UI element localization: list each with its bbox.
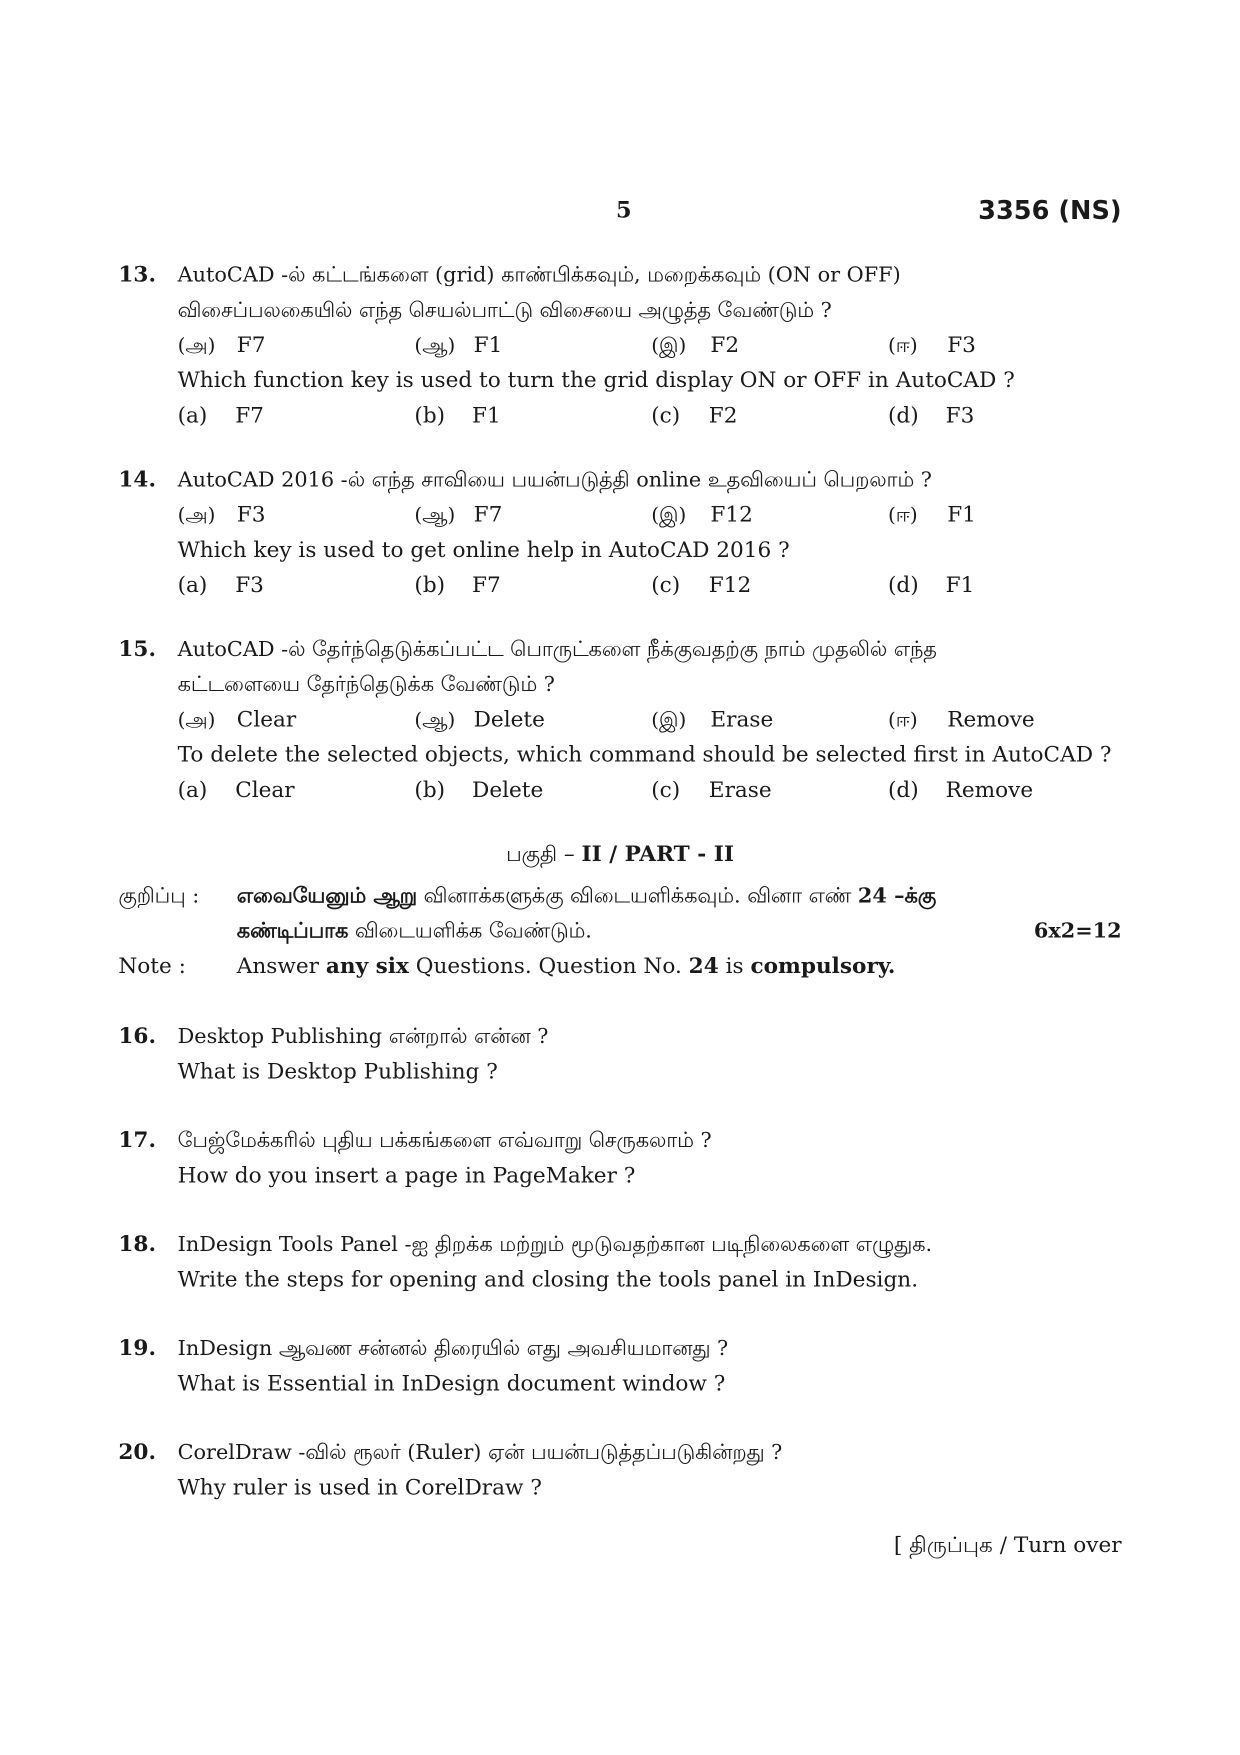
question-english: How do you insert a page in PageMaker ? xyxy=(177,1163,636,1188)
option-label: (a) xyxy=(177,403,208,428)
tamil-options xyxy=(178,702,1125,737)
paper-code: 3356 (NS) xyxy=(978,195,1122,226)
question-number: 14. xyxy=(118,467,156,492)
question-number: 16. xyxy=(118,1024,156,1049)
question-number: 13. xyxy=(118,262,156,288)
question-tamil-line: AutoCAD -ல் கட்டங்களை (grid) காண்பிக்கவும், மறைக்கவும் (ON or OFF) xyxy=(177,263,901,288)
option xyxy=(888,702,1125,737)
question-english: Which function key is used to turn the grid display ON or OFF in AutoCAD ? xyxy=(177,368,1015,393)
option xyxy=(178,328,415,363)
tamil-options xyxy=(178,498,1125,533)
marks: 6x2=12 xyxy=(1033,919,1122,944)
option-text: F1 xyxy=(473,332,503,358)
option xyxy=(178,773,415,808)
option-label: (அ) xyxy=(177,333,216,357)
question-tamil-line: பேஜ்மேக்கரில் புதிய பக்கங்களை எவ்வாறு செருகலாம் ? xyxy=(177,1128,712,1153)
question-tamil-line: AutoCAD 2016 -ல் எந்த சாவியை பயன்படுத்தி online உதவியைப் பெறலாம் ? xyxy=(177,468,932,492)
option xyxy=(178,398,415,433)
question-english: Which key is used to get online help in AutoCAD 2016 ? xyxy=(177,537,790,563)
option-text: F3 xyxy=(235,572,264,598)
option-label: (b) xyxy=(414,572,446,598)
option-text: F12 xyxy=(708,572,752,598)
english-note xyxy=(118,949,1121,984)
option-label: (இ) xyxy=(651,333,687,357)
turn-over: [ திருப்புக / Turn over xyxy=(893,1532,1122,1558)
option-text: F1 xyxy=(947,502,976,528)
question-tamil-line: விசைப்பலகையில் எந்த செயல்பாட்டு விசையை அழுத்த வேண்டும் ? xyxy=(177,298,832,323)
option-text: F3 xyxy=(947,332,976,358)
question-english: To delete the selected objects, which command should be selected first in AutoCAD ? xyxy=(177,742,1112,768)
option xyxy=(651,498,888,533)
question-17 xyxy=(118,1123,1121,1193)
option xyxy=(414,702,651,737)
question-18 xyxy=(118,1227,1121,1297)
question-number: 20. xyxy=(118,1440,156,1465)
question-tamil-line: InDesign Tools Panel -ஐ திறக்க மற்றும் மூடுவதற்கான படிநிலைகளை எழுதுக. xyxy=(177,1232,933,1257)
part-heading xyxy=(118,837,1121,872)
tamil-note-mid: வினாக்களுக்கு விடையளிக்கவும். வினா எண் xyxy=(417,884,858,908)
option-text: F1 xyxy=(945,572,975,598)
option-text: Erase xyxy=(710,707,774,732)
english-note-label: Note : xyxy=(118,953,186,979)
option-label: (அ) xyxy=(177,708,216,732)
part-heading-sep: – xyxy=(556,841,582,867)
option-label: (b) xyxy=(414,403,446,428)
option-label: (c) xyxy=(651,572,681,598)
question-number: 15. xyxy=(118,636,156,662)
option-label: (இ) xyxy=(651,503,687,527)
option xyxy=(888,773,1125,808)
english-options xyxy=(178,773,1125,808)
option xyxy=(888,328,1125,363)
option-text: F2 xyxy=(708,403,738,428)
option xyxy=(888,498,1125,533)
option-text: Remove xyxy=(945,777,1034,803)
option-text: Delete xyxy=(473,707,545,732)
english-options xyxy=(178,568,1125,603)
option xyxy=(414,773,651,808)
option-text: F3 xyxy=(945,403,975,428)
question-english: What is Desktop Publishing ? xyxy=(177,1059,498,1084)
option-label: (d) xyxy=(888,572,919,598)
question-number: 18. xyxy=(118,1232,156,1257)
question-tamil-line: Desktop Publishing என்றால் என்ன ? xyxy=(177,1024,549,1049)
question-tamil-line: கட்டளையை தேர்ந்தெடுக்க வேண்டும் ? xyxy=(177,672,555,697)
option-text: Erase xyxy=(708,777,772,803)
part-heading-english: II / PART - II xyxy=(581,841,734,867)
option-text: F7 xyxy=(236,332,266,358)
option-text: F2 xyxy=(710,332,740,358)
note-pre: Answer xyxy=(236,953,326,979)
note-num: 24 xyxy=(688,953,719,979)
option-label: (ஈ) xyxy=(888,503,918,527)
option-text: F7 xyxy=(472,572,501,598)
page-number: 5 xyxy=(616,196,632,224)
note-any-six: any six xyxy=(325,953,409,979)
question-number: 19. xyxy=(118,1336,156,1361)
option xyxy=(414,568,651,603)
option-label: (ஆ) xyxy=(414,333,456,357)
option-text: Clear xyxy=(235,777,295,803)
tamil-note-label: குறிப்பு : xyxy=(118,884,200,908)
option-label: (d) xyxy=(888,403,919,428)
option-text: Remove xyxy=(947,707,1035,732)
question-english: Write the steps for opening and closing the tools panel in InDesign. xyxy=(177,1267,919,1292)
option-label: (அ) xyxy=(177,503,216,527)
option-label: (a) xyxy=(177,572,208,598)
option-text: F7 xyxy=(473,502,503,528)
tamil-note xyxy=(118,878,1121,948)
tamil-note-num: 24 xyxy=(857,884,887,908)
option-text: Clear xyxy=(236,707,297,732)
option xyxy=(651,568,888,603)
option-text: F12 xyxy=(710,502,753,528)
tamil-note-mandatory: கண்டிப்பாக xyxy=(236,919,349,944)
question-number: 17. xyxy=(118,1128,156,1153)
question-content xyxy=(118,258,1121,1535)
option xyxy=(414,328,651,363)
option xyxy=(414,398,651,433)
question-13 xyxy=(118,258,1121,434)
tamil-note-suffix: –க்கு xyxy=(886,884,937,908)
question-16 xyxy=(118,1019,1121,1089)
option xyxy=(888,568,1125,603)
note-compulsory: compulsory. xyxy=(750,953,896,979)
option-text: Delete xyxy=(472,777,544,803)
option-label: (b) xyxy=(414,777,446,803)
option-label: (ஈ) xyxy=(888,708,918,732)
option-label: (c) xyxy=(651,777,681,803)
option xyxy=(651,398,888,433)
question-tamil-line: CorelDraw -வில் ரூலர் (Ruler) ஏன் பயன்படுத்தப்படுகின்றது ? xyxy=(177,1440,783,1465)
question-english: What is Essential in InDesign document window ? xyxy=(177,1371,726,1396)
question-tamil-line: AutoCAD -ல் தேர்ந்தெடுக்கப்பட்ட பொருட்களை நீக்குவதற்கு நாம் முதலில் எந்த xyxy=(177,637,937,662)
option xyxy=(651,702,888,737)
option-label: (c) xyxy=(651,403,681,428)
option-text: F1 xyxy=(472,403,501,428)
question-english: Why ruler is used in CorelDraw ? xyxy=(177,1475,542,1500)
question-tamil-line: InDesign ஆவண சன்னல் திரையில் எது அவசியமானது ? xyxy=(177,1336,729,1361)
option-text: F3 xyxy=(236,502,266,528)
option xyxy=(178,568,415,603)
option xyxy=(888,398,1125,433)
question-20 xyxy=(118,1435,1121,1505)
option-label: (இ) xyxy=(651,708,687,732)
tamil-options xyxy=(178,328,1125,363)
option xyxy=(414,498,651,533)
option-label: (a) xyxy=(177,777,208,803)
note-is: is xyxy=(718,953,751,979)
option xyxy=(651,328,888,363)
note-mid: Questions. Question No. xyxy=(408,953,689,979)
question-15 xyxy=(118,632,1121,808)
option xyxy=(651,773,888,808)
option-label: (ஆ) xyxy=(414,708,456,732)
option-label: (ஆ) xyxy=(414,503,456,527)
part-heading-tamil: பகுதி xyxy=(506,842,557,867)
option-label: (ஈ) xyxy=(888,333,918,357)
option xyxy=(178,702,415,737)
question-14 xyxy=(118,462,1121,603)
question-19 xyxy=(118,1331,1121,1401)
english-options xyxy=(178,398,1125,433)
tamil-note-any: எவையேனும் ஆறு xyxy=(236,884,418,908)
option-label: (d) xyxy=(888,777,919,803)
instructions xyxy=(118,878,1121,984)
option xyxy=(178,498,415,533)
tamil-note-end: விடையளிக்க வேண்டும். xyxy=(348,919,592,944)
option-text: F7 xyxy=(235,403,264,428)
